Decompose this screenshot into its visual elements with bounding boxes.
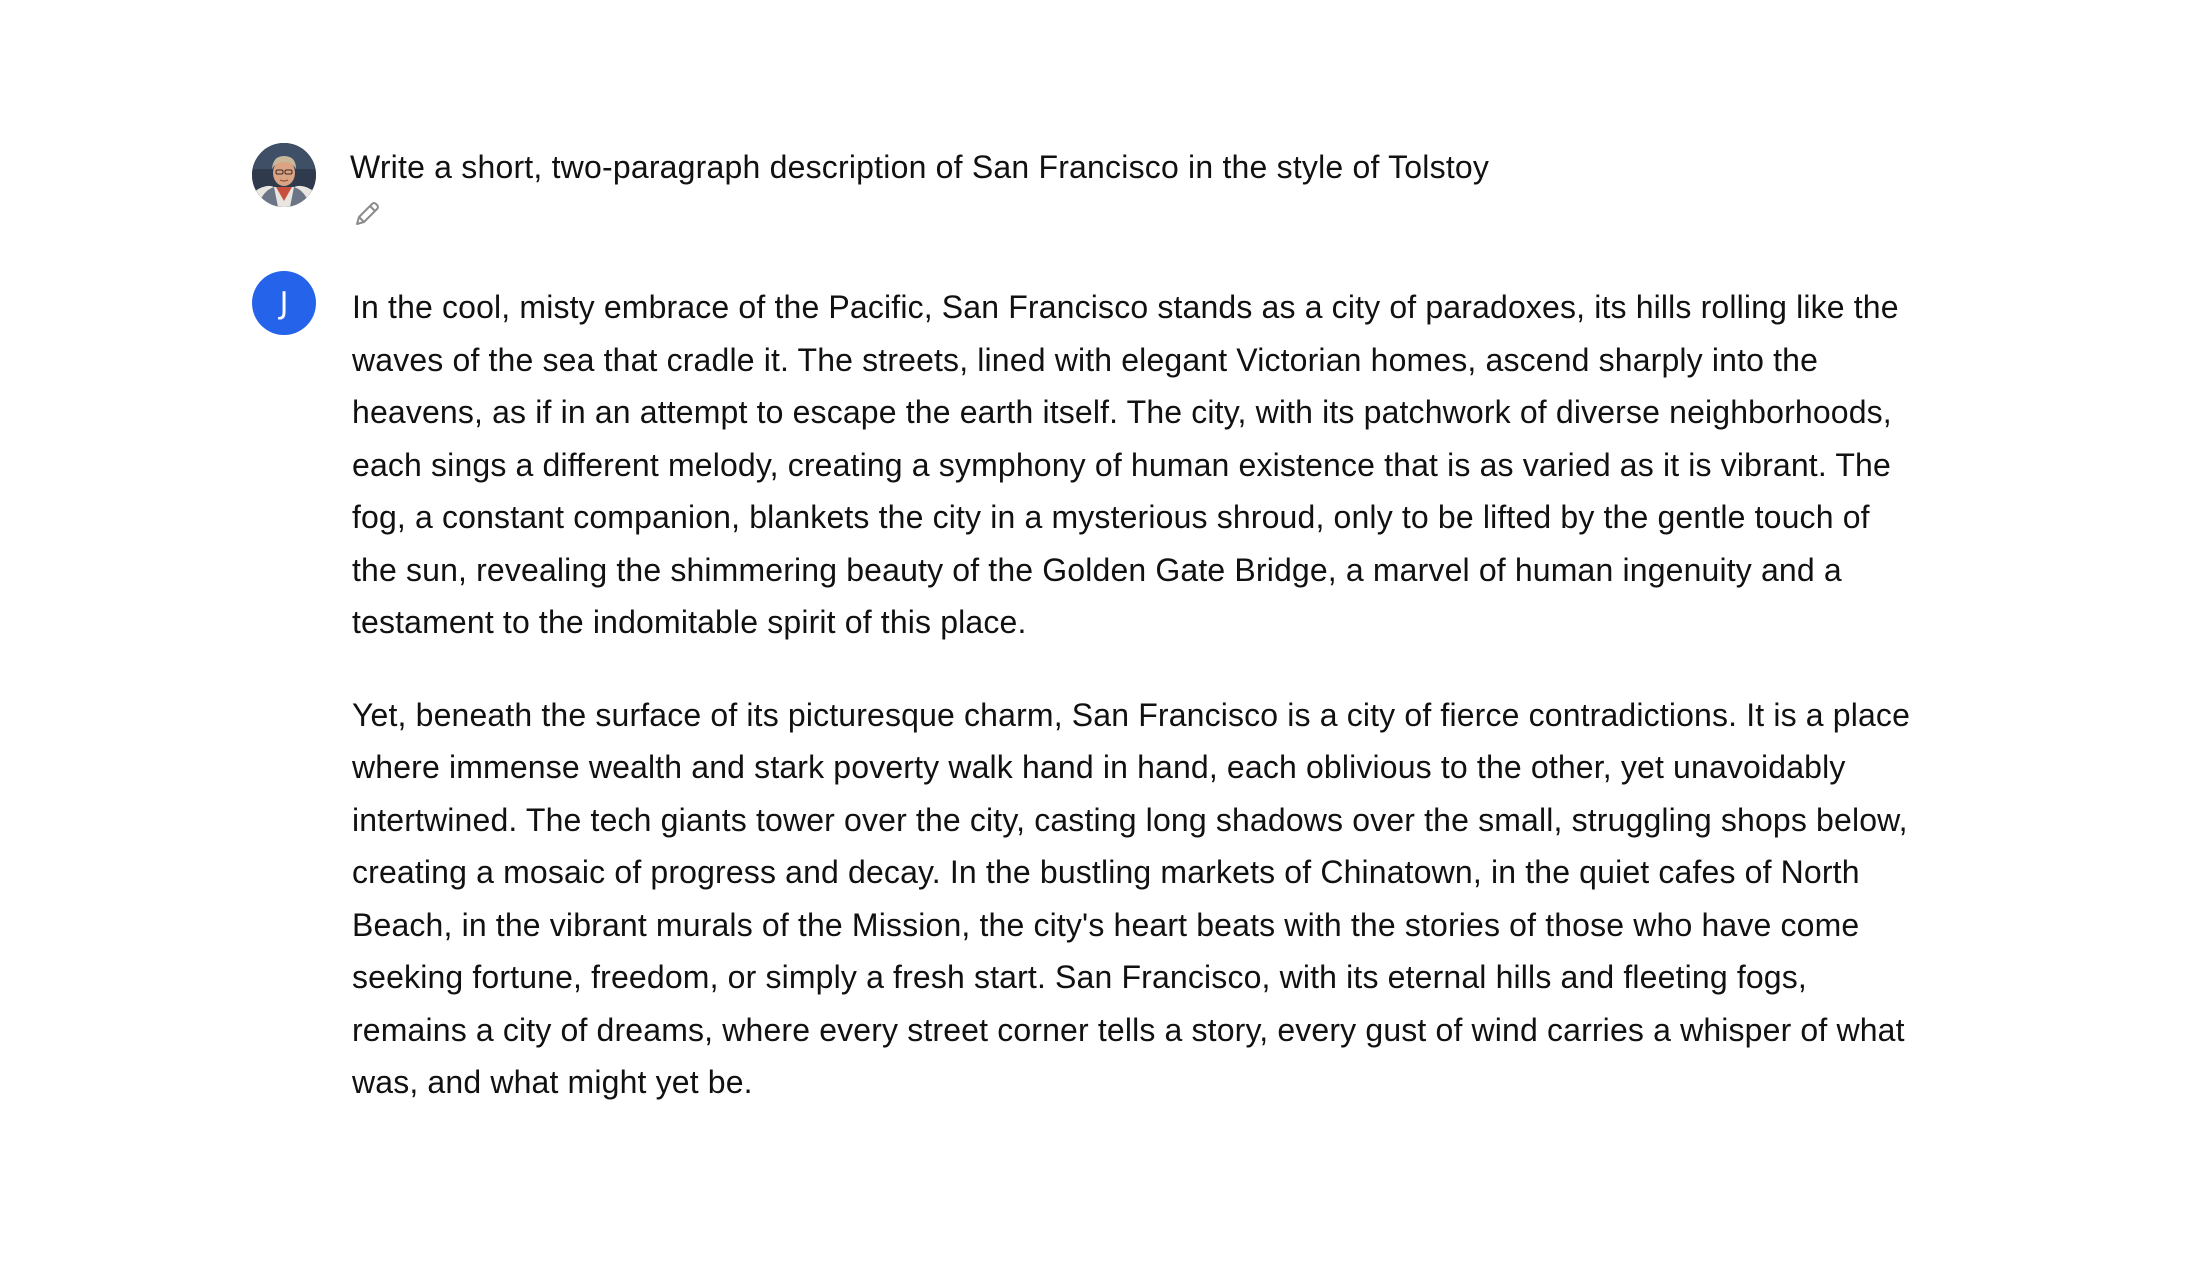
user-message [252,143,1912,243]
edit-message-button[interactable] [350,197,384,231]
assistant-paragraph-1: In the cool, misty embrace of the Pacific, San Francisco stands as a city of paradoxes, its hills rolling like the waves of the sea that cradle it. The streets, lined with elegant Victorian homes, ascend sharply into the heavens, as if in an attempt to escape the earth itself. The city, with its patchwork of diverse neighborhoods, each sings a different melody, creating a symphony of human existence that is as varied as it is vibrant. The fog, a constant companion, blankets the city in a mysterious shroud, only to be lifted by the gentle touch of the sun, revealing the shimmering beauty of the Golden Gate Bridge, a marvel of human ingenuity and a testament to the indomitable spirit of this place. [352,289,1899,640]
user-message-text: Write a short, two-paragraph description of San Francisco in the style of Tolstoy [350,149,1490,185]
user-avatar [252,143,316,207]
assistant-avatar-initial: J [279,285,289,321]
pencil-icon [350,197,384,231]
assistant-message-body [352,281,1912,1149]
assistant-paragraph-2: Yet, beneath the surface of its picturesque charm, San Francisco is a city of fierce contradictions. It is a place where immense wealth and stark poverty walk hand in hand, each oblivious to the other, yet unavoidably intertwined. The tech giants tower over the city, casting long shadows over the small, struggling shops below, creating a mosaic of progress and decay. In the bustling markets of Chinatown, in the quiet cafes of North Beach, in the vibrant murals of the Mission, the city's heart beats with the stories of those who have come seeking fortune, freedom, or simply a fresh start. San Francisco, with its eternal hills and fleeting fogs, remains a city of dreams, where every street corner tells a story, every gust of wind carries a whisper of what was, and what might yet be. [352,696,1911,1100]
user-photo-avatar-icon [252,143,316,207]
assistant-avatar [252,271,316,335]
